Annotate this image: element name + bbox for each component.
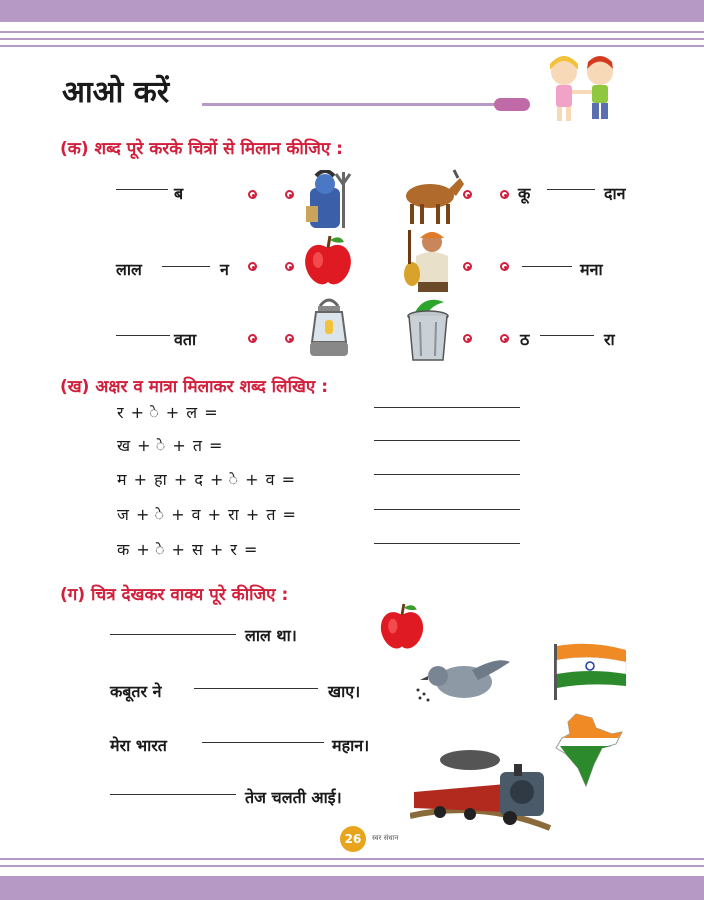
equation: ख + े + त = — [117, 436, 224, 455]
word-fragment: ठ — [520, 330, 530, 349]
match-dot[interactable] — [500, 334, 509, 343]
answer-blank[interactable] — [194, 688, 318, 689]
word-fragment: लाल — [116, 260, 142, 279]
answer-blank[interactable] — [374, 509, 520, 510]
section-kha-heading: (ख) अक्षर व मात्रा मिलाकर शब्द लिखिए : — [60, 377, 329, 397]
match-dot[interactable] — [248, 262, 257, 271]
equation: म + हा + द + े + व = — [117, 470, 296, 489]
top-band — [0, 0, 704, 22]
bottom-stripe — [0, 858, 704, 860]
word-fragment: वता — [174, 330, 197, 349]
answer-blank[interactable] — [110, 634, 236, 635]
sentence-end: तेज चलती आई। — [245, 788, 342, 807]
match-dot[interactable] — [463, 190, 472, 199]
section-ga-heading: (ग) चित्र देखकर वाक्य पूरे कीजिए : — [60, 585, 289, 605]
answer-blank[interactable] — [547, 189, 595, 190]
publisher-name: स्वर संधान — [372, 834, 399, 842]
sentence-start: कबूतर ने — [110, 682, 162, 701]
answer-blank[interactable] — [374, 543, 520, 544]
match-dot[interactable] — [248, 334, 257, 343]
answer-blank[interactable] — [540, 335, 594, 336]
flag-icon — [550, 640, 630, 702]
match-dot[interactable] — [285, 190, 294, 199]
india-map-icon — [552, 712, 624, 788]
match-dot[interactable] — [500, 190, 509, 199]
goat-icon — [396, 168, 466, 226]
word-fragment: न — [220, 260, 229, 279]
shiva-icon — [296, 170, 358, 228]
train-icon — [410, 744, 554, 832]
sentence-end: खाए। — [328, 682, 361, 701]
answer-blank[interactable] — [110, 794, 236, 795]
top-stripe — [0, 31, 704, 33]
bottom-stripe — [0, 865, 704, 867]
title-pill — [494, 98, 530, 111]
answer-blank[interactable] — [374, 440, 520, 441]
word-fragment: मना — [580, 260, 603, 279]
equation: क + े + स + र = — [117, 540, 259, 559]
apple-icon — [302, 234, 354, 288]
title-underline — [202, 103, 522, 106]
apple-icon — [378, 602, 426, 652]
farmer-icon — [398, 226, 462, 298]
sentence-end: महान। — [332, 736, 370, 755]
equation: र + े + ल = — [117, 403, 219, 422]
match-dot[interactable] — [500, 262, 509, 271]
match-dot[interactable] — [248, 190, 257, 199]
sentence-start: मेरा भारत — [110, 736, 167, 755]
word-fragment: ब — [174, 184, 184, 203]
answer-blank[interactable] — [374, 474, 520, 475]
answer-blank[interactable] — [116, 335, 170, 336]
top-stripe — [0, 38, 704, 40]
kids-icon — [540, 54, 626, 126]
dustbin-icon — [404, 298, 452, 364]
page-number: 26 — [340, 826, 366, 852]
bottom-band — [0, 876, 704, 900]
pigeon-icon — [412, 652, 512, 712]
word-fragment: रा — [604, 330, 615, 349]
answer-blank[interactable] — [202, 742, 324, 743]
word-fragment: दान — [604, 184, 626, 203]
answer-blank[interactable] — [116, 189, 168, 190]
match-dot[interactable] — [463, 334, 472, 343]
answer-blank[interactable] — [374, 407, 520, 408]
match-dot[interactable] — [285, 262, 294, 271]
section-ka-heading: (क) शब्द पूरे करके चित्रों से मिलान कीजिए : — [60, 139, 343, 159]
match-dot[interactable] — [463, 262, 472, 271]
match-dot[interactable] — [285, 334, 294, 343]
sentence-end: लाल था। — [245, 626, 297, 645]
equation: ज + े + व + रा + त = — [117, 505, 297, 524]
lantern-icon — [306, 298, 352, 362]
top-stripe — [0, 45, 704, 47]
word-fragment: कू — [518, 184, 531, 203]
answer-blank[interactable] — [522, 266, 572, 267]
answer-blank[interactable] — [162, 266, 210, 267]
page-title: आओ करें — [62, 75, 170, 110]
